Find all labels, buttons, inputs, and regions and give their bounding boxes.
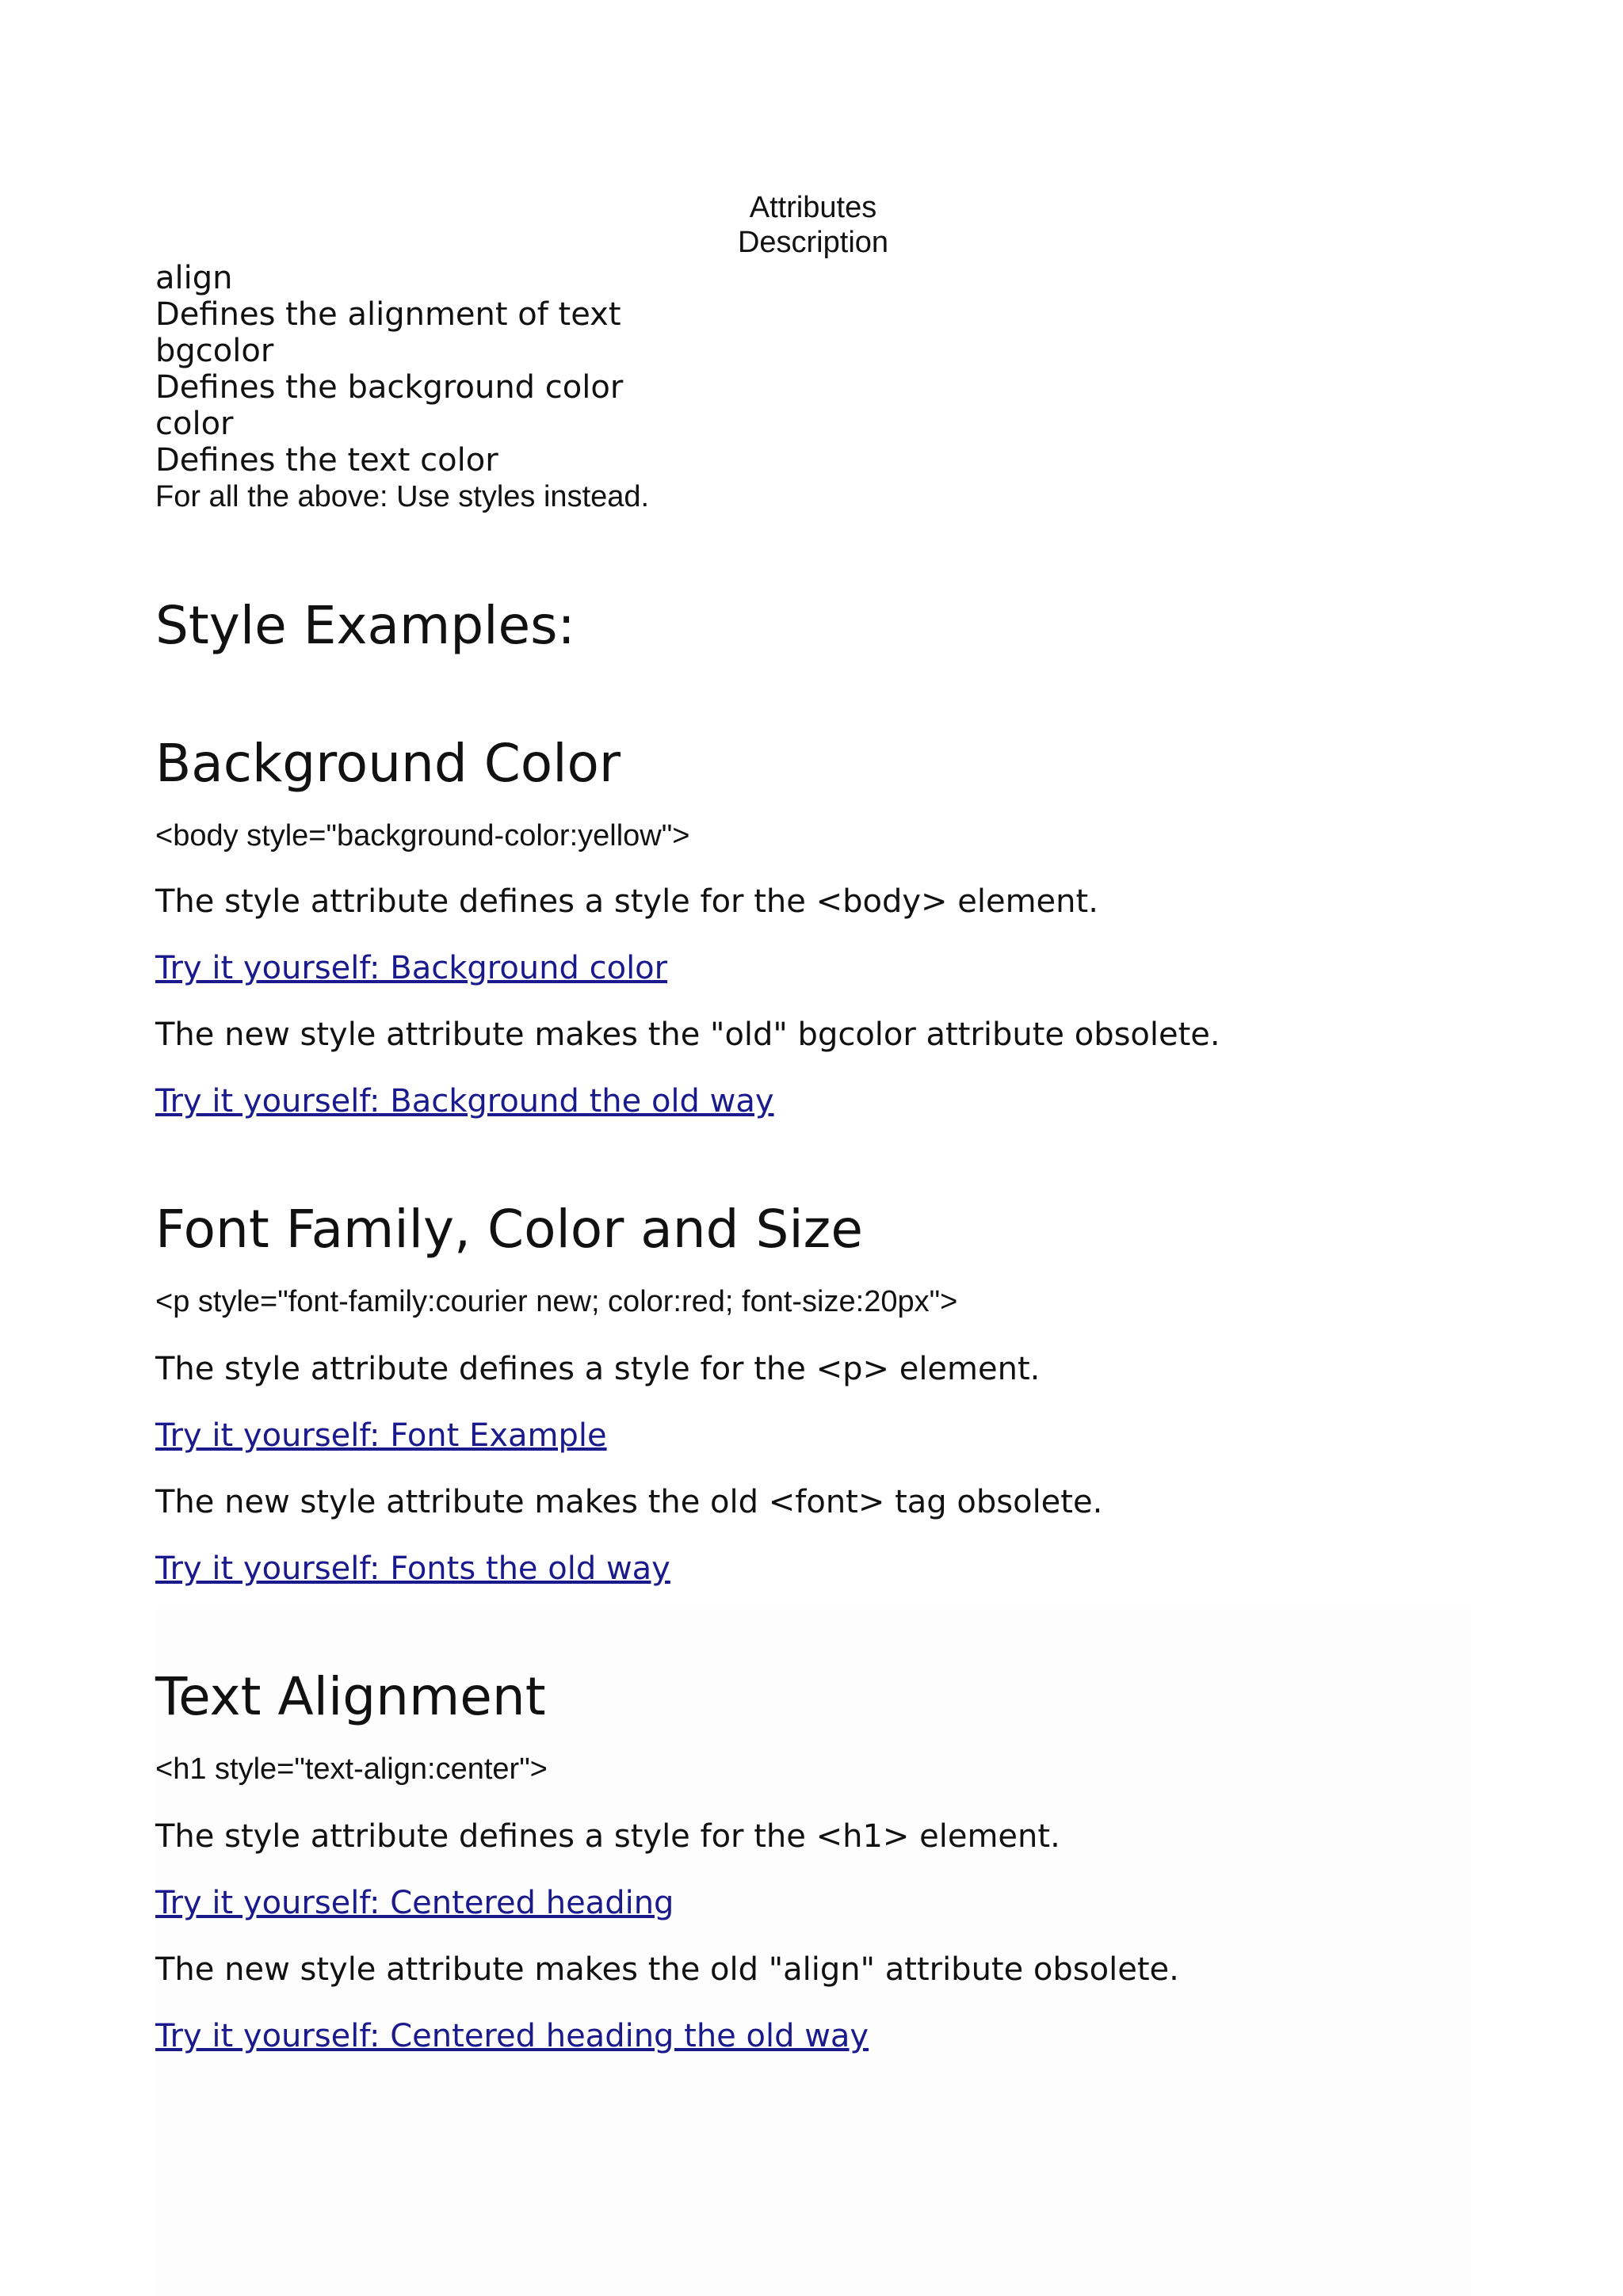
try-it-link-centered-heading-old-way[interactable]: Try it yourself: Centered heading the old way — [155, 2018, 869, 2054]
attributes-table-body — [155, 260, 869, 479]
attributes-table-header — [155, 190, 1471, 260]
try-it-link-font-example[interactable]: Try it yourself: Font Example — [155, 1417, 607, 1454]
header-description: Description — [737, 226, 889, 259]
table-note: For all the above: Use styles instead. — [155, 480, 650, 513]
row-attribute: align — [155, 260, 233, 296]
code-example: <body style="background-color:yellow"> — [155, 819, 690, 852]
obsolete-note: The new style attribute makes the old <font> tag obsolete. — [155, 1484, 1103, 1520]
obsolete-note: The new style attribute makes the "old" bgcolor attribute obsolete. — [155, 1016, 1220, 1053]
try-it-link-centered-heading[interactable]: Try it yourself: Centered heading — [155, 1885, 674, 1921]
row-description: Defines the alignment of text — [155, 296, 621, 333]
header-attributes: Attributes — [749, 191, 877, 224]
row-attribute: bgcolor — [155, 333, 274, 369]
row-attribute: color — [155, 406, 234, 442]
section-heading-font-family: Font Family, Color and Size — [155, 1199, 863, 1260]
row-description: Defines the text color — [155, 442, 498, 479]
section-description: The style attribute defines a style for the <body> element. — [155, 883, 1098, 920]
code-example: <h1 style="text-align:center"> — [155, 1753, 548, 1786]
try-it-link-fonts-old-way[interactable]: Try it yourself: Fonts the old way — [155, 1550, 670, 1587]
section-description: The style attribute defines a style for the <p> element. — [155, 1351, 1041, 1387]
row-description: Defines the background color — [155, 369, 624, 406]
obsolete-note: The new style attribute makes the old "align" attribute obsolete. — [155, 1951, 1179, 1988]
section-description: The style attribute defines a style for the <h1> element. — [155, 1818, 1060, 1855]
code-example: <p style="font-family:courier new; color:red; font-size:20px"> — [155, 1285, 958, 1318]
try-it-link-background-color[interactable]: Try it yourself: Background color — [155, 950, 668, 986]
try-it-link-background-old-way[interactable]: Try it yourself: Background the old way — [155, 1083, 774, 1119]
section-heading-background-color: Background Color — [155, 733, 621, 794]
section-heading-text-alignment: Text Alignment — [155, 1666, 546, 1727]
style-examples-heading: Style Examples: — [155, 595, 575, 656]
